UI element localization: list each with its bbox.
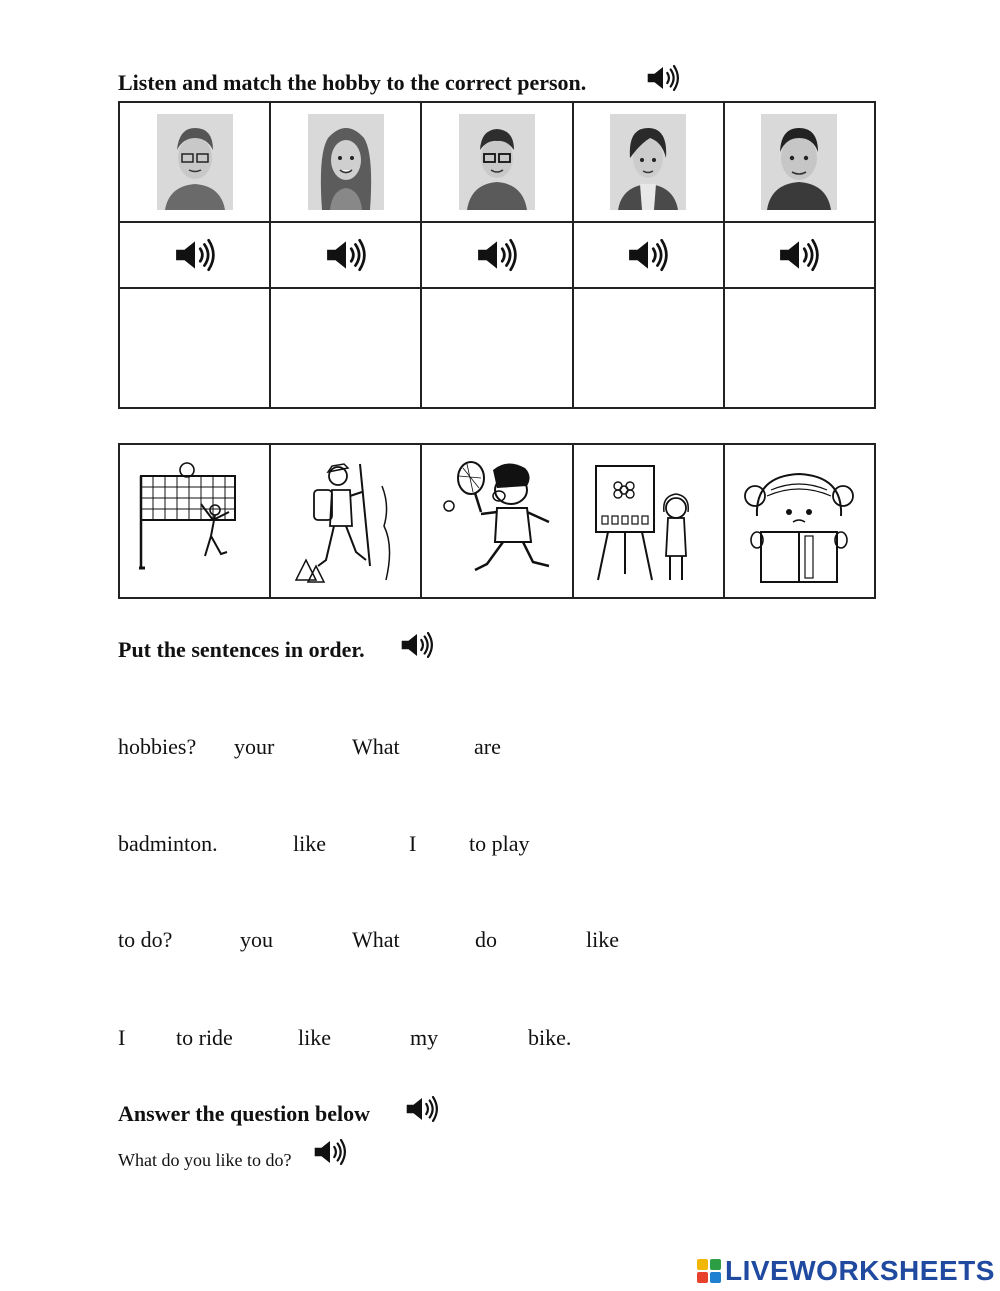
speaker-cell (119, 222, 270, 288)
hobby-card[interactable] (270, 444, 421, 598)
reading-icon (739, 456, 859, 586)
speaker-icon[interactable] (400, 630, 434, 660)
word-tile[interactable]: hobbies? (118, 734, 197, 759)
speaker-cell (724, 222, 875, 288)
hobby-card[interactable] (119, 444, 270, 598)
boy-scarf-portrait (610, 114, 686, 210)
tennis-icon (437, 456, 557, 586)
speaker-cell (573, 222, 724, 288)
speaker-icon[interactable] (405, 1094, 439, 1124)
boy-with-glasses-portrait (157, 114, 233, 210)
word-tile[interactable]: to ride (176, 1025, 233, 1050)
word-tile[interactable]: like (298, 1025, 331, 1050)
logo-block (710, 1272, 721, 1283)
section3-title: Answer the question below (118, 1101, 371, 1126)
speaker-icon[interactable] (174, 238, 216, 272)
word-tile[interactable]: do (475, 927, 497, 952)
word-tile[interactable]: badminton. (118, 831, 218, 856)
word-tile[interactable]: like (586, 927, 619, 952)
speaker-icon[interactable] (627, 238, 669, 272)
logo-block (710, 1259, 721, 1270)
answer-drop-cell[interactable] (573, 288, 724, 408)
word-tile[interactable]: to do? (118, 927, 173, 952)
painting-icon (588, 456, 708, 586)
portrait-cell (270, 102, 421, 222)
word-tile[interactable]: your (234, 734, 275, 759)
speaker-icon[interactable] (313, 1137, 347, 1167)
boy-with-glasses-hoodie-portrait (459, 114, 535, 210)
logo-block (697, 1272, 708, 1283)
people-table (118, 101, 876, 409)
answer-drop-cell[interactable] (119, 288, 270, 408)
speaker-icon[interactable] (646, 63, 680, 93)
answer-drop-cell[interactable] (270, 288, 421, 408)
section1-title: Listen and match the hobby to the correct person. (118, 70, 587, 95)
word-tile[interactable]: bike. (528, 1025, 572, 1050)
portrait-cell (724, 102, 875, 222)
speaker-cell (421, 222, 572, 288)
speaker-icon[interactable] (778, 238, 820, 272)
portrait-cell (421, 102, 572, 222)
word-tile[interactable]: I (409, 831, 417, 856)
liveworksheets-logo (697, 1255, 995, 1287)
word-tile[interactable]: What (352, 734, 400, 759)
speaker-icon[interactable] (476, 238, 518, 272)
logo-mark-icon (697, 1259, 721, 1283)
word-tile[interactable]: What (352, 927, 400, 952)
word-tile[interactable]: like (293, 831, 326, 856)
speaker-cell (270, 222, 421, 288)
answer-drop-cell[interactable] (724, 288, 875, 408)
volleyball-icon (135, 456, 255, 586)
girl-long-hair-portrait (308, 114, 384, 210)
section2-title: Put the sentences in order. (118, 637, 365, 662)
word-tile[interactable]: I (118, 1025, 126, 1050)
hobby-card[interactable] (421, 444, 572, 598)
hobby-card[interactable] (724, 444, 875, 598)
hobby-card[interactable] (573, 444, 724, 598)
logo-text: LIVEWORKSHEETS (725, 1255, 995, 1286)
word-tile[interactable]: you (240, 927, 273, 952)
hobbies-table (118, 443, 876, 599)
question-text: What do you like to do? (118, 1150, 292, 1170)
hiking-icon (286, 456, 406, 586)
portrait-cell (119, 102, 270, 222)
logo-block (697, 1259, 708, 1270)
answer-drop-cell[interactable] (421, 288, 572, 408)
word-tile[interactable]: are (474, 734, 501, 759)
word-tile[interactable]: to play (469, 831, 530, 856)
portrait-cell (573, 102, 724, 222)
boy-short-hair-portrait (761, 114, 837, 210)
speaker-icon[interactable] (325, 238, 367, 272)
word-tile[interactable]: my (410, 1025, 439, 1050)
